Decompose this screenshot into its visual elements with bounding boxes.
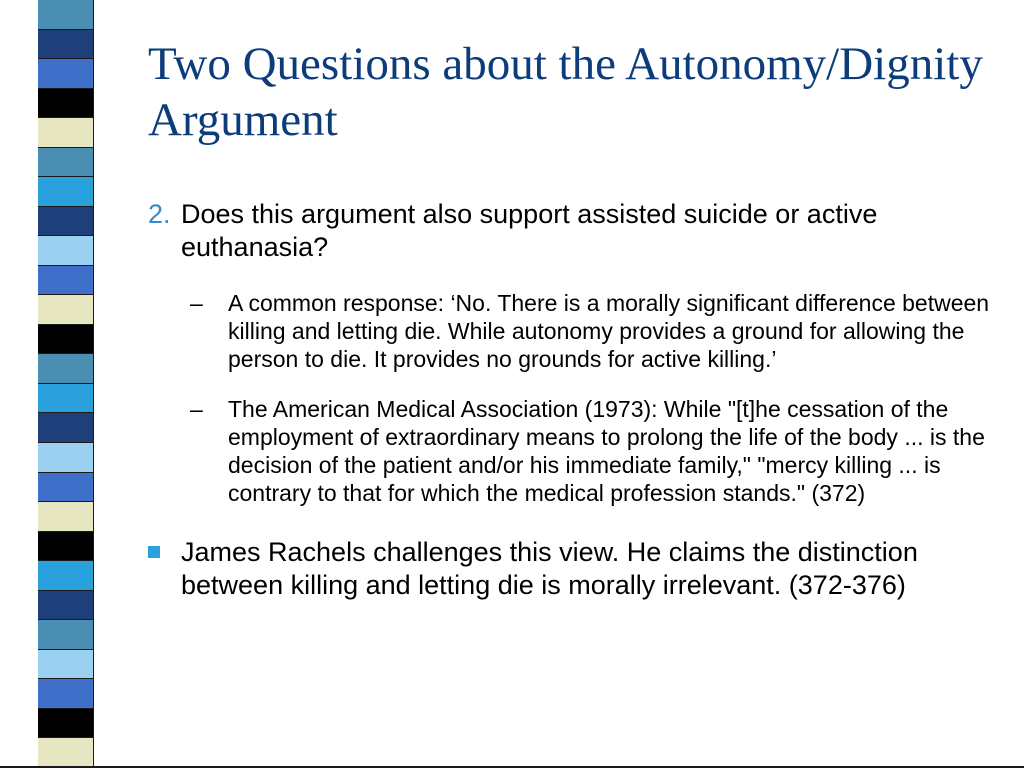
stripe-block [38,236,93,266]
stripe-block [38,473,93,503]
stripe-block [38,354,93,384]
stripe-block [38,591,93,621]
decorative-stripe [38,0,94,768]
square-bullet-icon [148,536,181,558]
stripe-block [38,295,93,325]
stripe-block [38,443,93,473]
stripe-block [38,177,93,207]
stripe-block [38,650,93,680]
stripe-block [38,413,93,443]
subpoint-ama-quote [190,395,998,507]
number-marker: 2. [148,199,171,229]
stripe-block [38,709,93,739]
bullet-point-rachels [148,536,998,602]
stripe-block [38,679,93,709]
stripe-block [38,148,93,178]
stripe-block [38,30,93,60]
stripe-block [38,502,93,532]
subpoint-text: The American Medical Association (1973): While "[t]he cessation of the employment of extraordinary means to prolong the life of the body ... is the decision of the patient and/or his immediate family," "mercy killing ... is contrary to that for which the medical profession stands." (372) [228,396,985,506]
stripe-block [38,266,93,296]
dash-marker: – [190,290,203,316]
stripe-block [38,561,93,591]
slide-content [148,198,998,602]
bullet-text: James Rachels challenges this view. He claims the distinction between killing and letting die is morally irrelevant. (372-376) [181,537,918,600]
stripe-block [38,325,93,355]
dash-marker: – [190,396,203,422]
stripe-block [38,207,93,237]
subpoint-common-response [190,289,998,373]
stripe-block [38,59,93,89]
stripe-block [38,89,93,119]
stripe-block [38,118,93,148]
stripe-block [38,738,93,768]
numbered-point-2 [148,198,998,264]
stripe-block [38,0,93,30]
stripe-block [38,532,93,562]
point-2-text: Does this argument also support assisted suicide or active euthanasia? [181,199,878,262]
slide-title: Two Questions about the Autonomy/Dignity Argument [148,38,983,146]
stripe-block [38,620,93,650]
stripe-block [38,384,93,414]
subpoint-text: A common response: ‘No. There is a morally significant difference between killing and letting die. While autonomy provides a ground for allowing the person to die. It provides no grounds for active killing.’ [228,290,990,372]
